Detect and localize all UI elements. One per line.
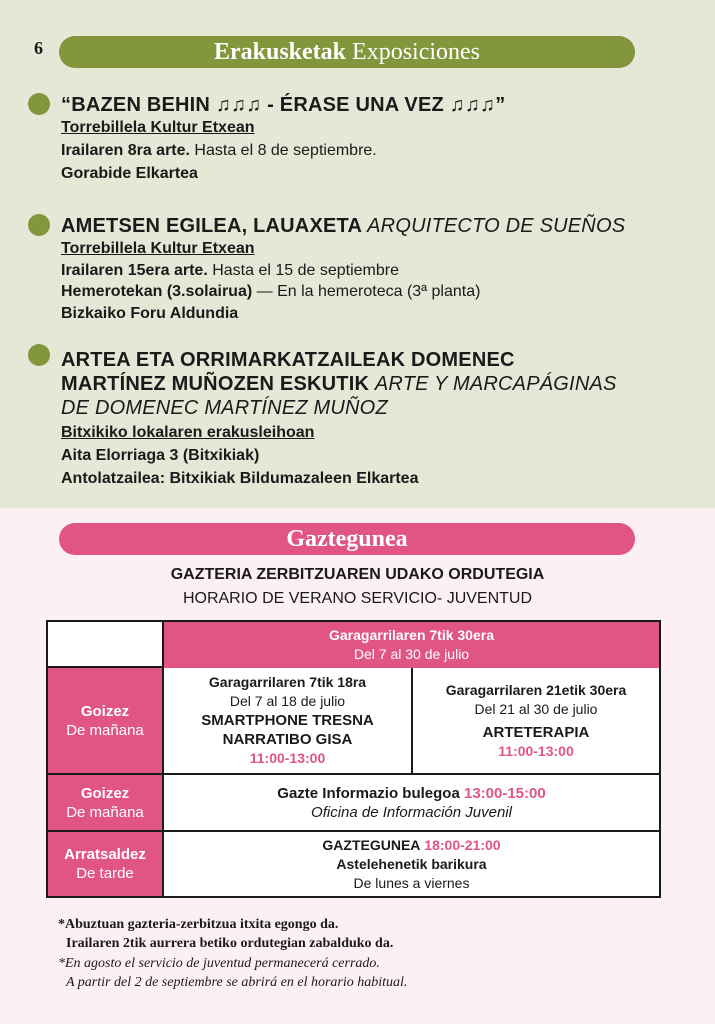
- exhibition-item: [61, 214, 691, 324]
- exhibition-venue: Torrebillela Kultur Etxean: [61, 240, 255, 257]
- bullet-icon: [28, 344, 50, 366]
- exhibition-address: Aita Elorriaga 3 (Bitxikiak): [61, 447, 260, 464]
- label-eu: Goizez: [80, 702, 130, 720]
- workshop-title: SMARTPHONE TRESNA: [201, 712, 374, 729]
- exhibition-date: [61, 140, 691, 161]
- note-eu-2: Irailaren 2tik aurrera betiko ordutegian zabalduko da.: [66, 936, 394, 951]
- date-es: Hasta el 15 de septiembre: [212, 262, 399, 279]
- page-number: 6: [34, 38, 43, 58]
- label-es: De tarde: [76, 865, 134, 882]
- exhibition-venue: Bitxikiko lokalaren erakusleihoan: [61, 424, 315, 441]
- period-header: [164, 622, 659, 668]
- date-eu: Irailaren 15era arte.: [61, 262, 208, 279]
- exhibition-organizer: Gorabide Elkartea: [61, 165, 198, 182]
- row-label-afternoon: [48, 832, 162, 896]
- exhibition-venue: Torrebillela Kultur Etxean: [61, 119, 255, 136]
- workshop-title: ARTETERAPIA: [482, 723, 590, 741]
- center-time: 18:00-21:00: [424, 836, 501, 853]
- center-line: [322, 836, 500, 855]
- title-eu: MARTÍNEZ MUÑOZEN ESKUTIK: [61, 373, 370, 395]
- exhibition-date: [61, 260, 691, 281]
- exhibition-title-line3: [61, 396, 691, 420]
- schedule-table: [46, 620, 661, 898]
- exhibition-organizer: Bizkaiko Foru Aldundia: [61, 305, 239, 322]
- workshop-time: 11:00-13:00: [249, 750, 326, 766]
- info-office: [164, 775, 659, 830]
- smartphone-workshop: [164, 668, 411, 773]
- exhibition-title-line1: ARTEA ETA ORRIMARKATZAILEAK DOMENEC: [61, 349, 515, 371]
- schedule-title-es: HORARIO DE VERANO SERVICIO- JUVENTUD: [182, 590, 533, 607]
- exhibition-location: [61, 281, 691, 302]
- date-es: Hasta el 8 de septiembre.: [194, 142, 377, 159]
- exhibition-organizer: Antolatzailea: Bitxikiak Bildumazaleen Elkartea: [61, 470, 419, 487]
- row-label-morning-2: [48, 775, 162, 830]
- workshop-title-2: NARRATIBO GISA: [222, 731, 353, 748]
- days-es: De lunes a viernes: [353, 874, 470, 891]
- row-label-morning: [48, 668, 162, 773]
- title-eu: AMETSEN EGILEA, LAUAXETA: [61, 215, 362, 237]
- exhibition-title-line2: [61, 372, 691, 396]
- dates-eu: Garagarrilaren 21etik 30era: [445, 681, 627, 698]
- bullet-icon: [28, 214, 50, 236]
- label-eu: Arratsaldez: [64, 846, 146, 863]
- date-eu: Irailaren 8ra arte.: [61, 142, 190, 159]
- title-es: ARTE Y MARCAPÁGINAS: [374, 373, 617, 395]
- label-es: De mañana: [66, 721, 144, 739]
- exhibition-title: [61, 214, 691, 238]
- label-eu: Goizez: [80, 784, 130, 802]
- office-time: 13:00-15:00: [463, 784, 546, 802]
- days-eu: Astelehenetik barikura: [336, 855, 487, 872]
- exhibitions-header-eu: Erakusketak: [213, 39, 347, 65]
- center-name: GAZTEGUNEA: [322, 836, 421, 853]
- period-es: Del 7 al 30 de julio: [353, 646, 470, 662]
- location-es: — En la hemeroteca (3ª planta): [256, 283, 481, 300]
- title-es: ARQUITECTO DE SUEÑOS: [367, 215, 626, 237]
- label-es: De mañana: [66, 803, 144, 821]
- art-therapy-workshop: [413, 668, 659, 773]
- office-es: Oficina de Información Juvenil: [311, 803, 512, 821]
- exhibition-title: “BAZEN BEHIN ♫♫♫ - ÉRASE UNA VEZ ♫♫♫”: [61, 94, 506, 116]
- exhibitions-header: [59, 36, 635, 68]
- exhibition-item: [61, 93, 691, 184]
- schedule-title-eu: GAZTERIA ZERBITZUAREN UDAKO ORDUTEGIA: [170, 566, 545, 583]
- exhibitions-header-es: Exposiciones: [352, 39, 481, 65]
- dates-eu: Garagarrilaren 7tik 18ra: [208, 674, 367, 690]
- office-eu: Gazte Informazio bulegoa: [277, 784, 460, 802]
- title-es-2: DE DOMENEC MARTÍNEZ MUÑOZ: [61, 397, 388, 419]
- youth-center-hours: [164, 832, 659, 896]
- bullet-icon: [28, 93, 50, 115]
- note-es-2: A partir del 2 de septiembre se abrirá en el horario habitual.: [66, 975, 408, 990]
- dates-es: Del 21 al 30 de julio: [474, 700, 598, 717]
- location-eu: Hemerotekan (3.solairua): [61, 283, 253, 300]
- dates-es: Del 7 al 18 de julio: [229, 693, 346, 709]
- youth-header: Gaztegunea: [59, 523, 635, 555]
- note-es-1: *En agosto el servicio de juventud permanecerá cerrado.: [58, 956, 380, 971]
- note-eu-1: *Abuztuan gazteria-zerbitzua itxita egongo da.: [58, 917, 339, 932]
- period-eu: Garagarrilaren 7tik 30era: [329, 627, 494, 643]
- office-line: [277, 784, 545, 803]
- workshop-time: 11:00-13:00: [498, 742, 574, 759]
- exhibition-item: [61, 348, 691, 489]
